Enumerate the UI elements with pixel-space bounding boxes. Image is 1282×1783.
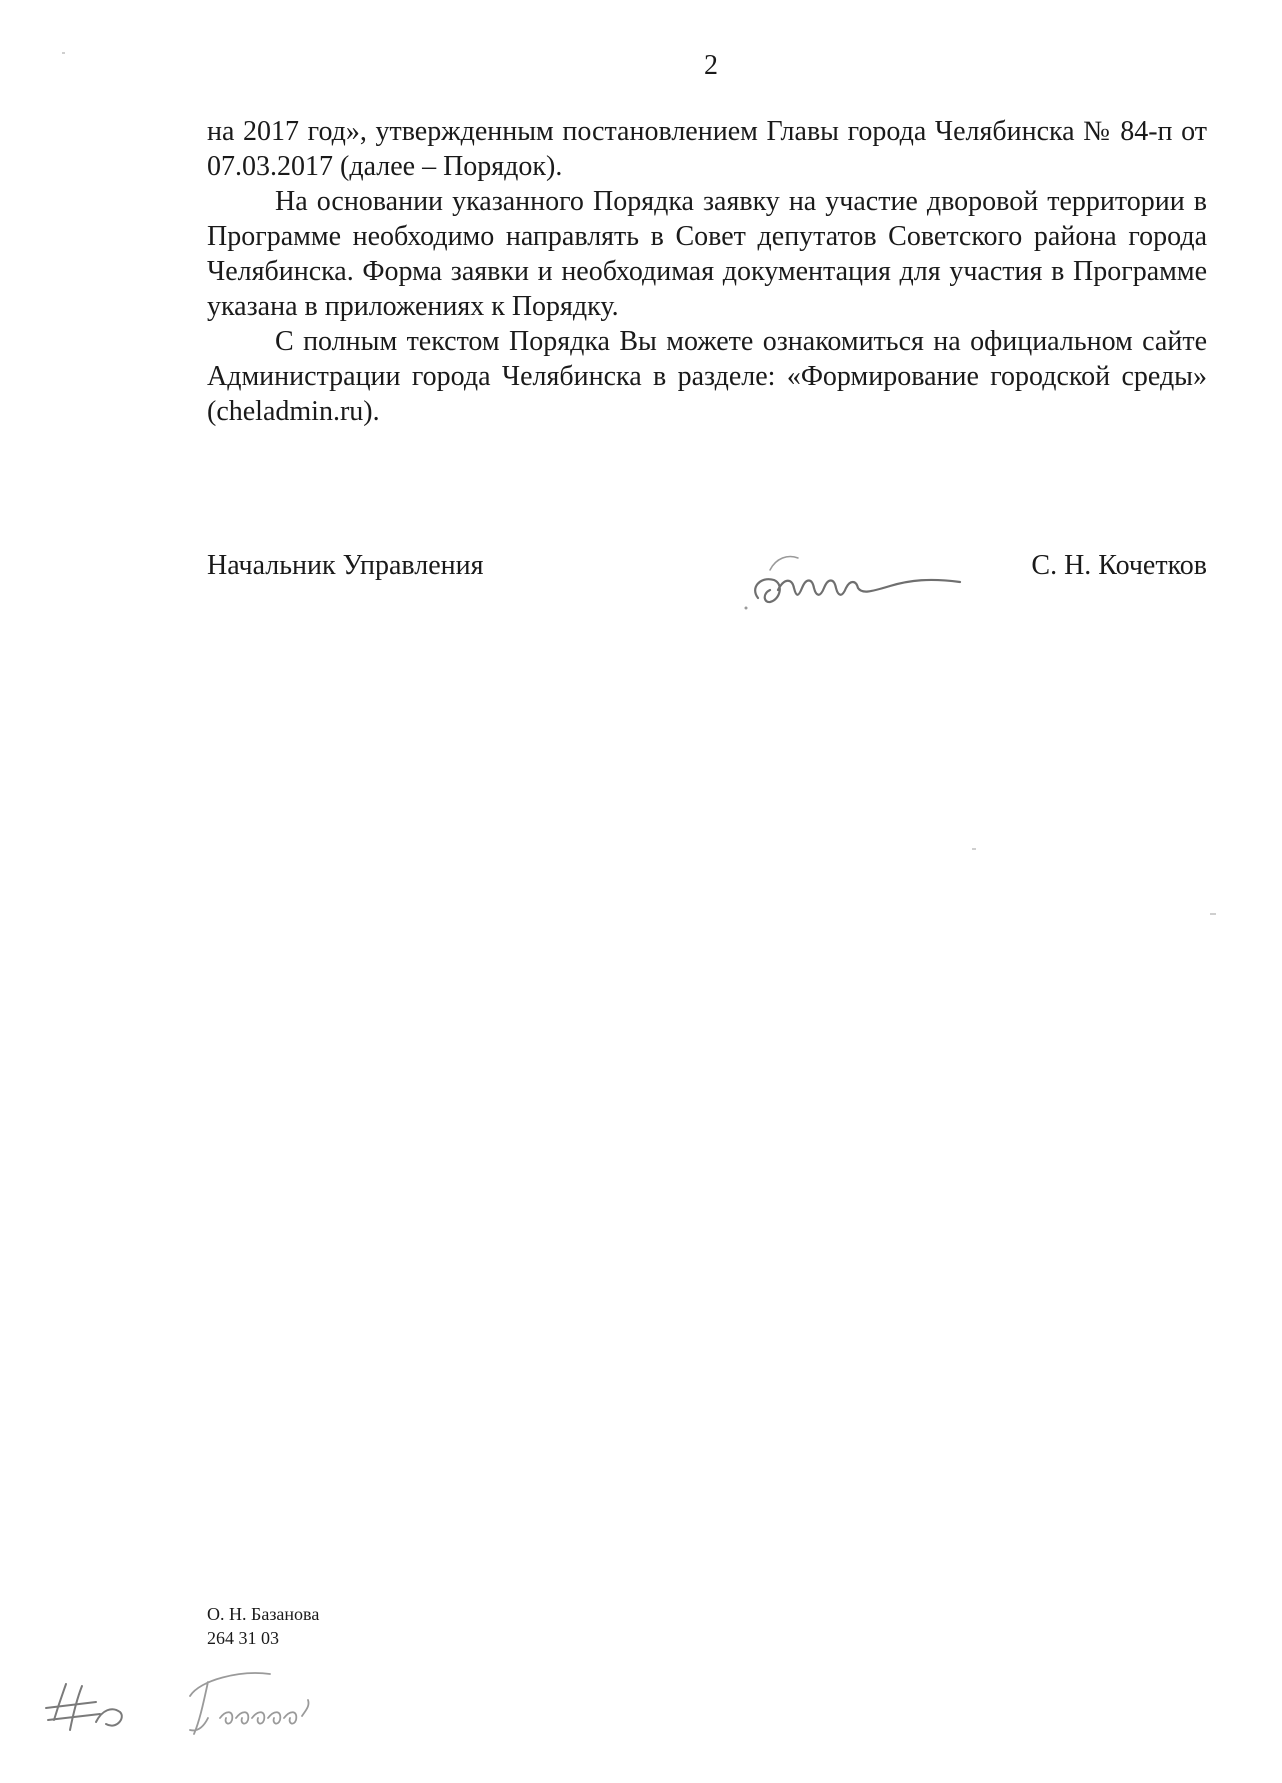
scan-speck [62, 52, 65, 54]
letter-body [207, 114, 1207, 429]
scan-speck [1210, 913, 1216, 915]
handwritten-initials-icon [40, 1660, 400, 1760]
scan-speck [972, 848, 976, 850]
paragraph-continuation: на 2017 год», утвержденным постановлением Главы города Челябинска № 84-п от 07.03.2017 (далее – Порядок). [207, 116, 1207, 182]
handwritten-signature-icon [740, 548, 990, 638]
paragraph-application: На основании указанного Порядка заявку на участие дворовой территории в Программе необходимо направлять в Совет депутатов Советского района города Челябинска. Форма заявки и необходимая документация для участия в Программе указана в приложениях к Порядку. [207, 186, 1207, 322]
paragraph-full-text: С полным текстом Порядка Вы можете ознакомиться на официальном сайте Администрации города Челябинска в разделе: «Формирование городской среды» (cheladmin.ru). [207, 326, 1207, 427]
signer-name: С. Н. Кочетков [1031, 550, 1207, 581]
executor-info [207, 1602, 319, 1650]
executor-phone: 264 31 03 [207, 1628, 279, 1648]
executor-name: О. Н. Базанова [207, 1604, 320, 1624]
signer-position: Начальник Управления [207, 550, 484, 581]
page-number-text: 2 [704, 50, 718, 81]
